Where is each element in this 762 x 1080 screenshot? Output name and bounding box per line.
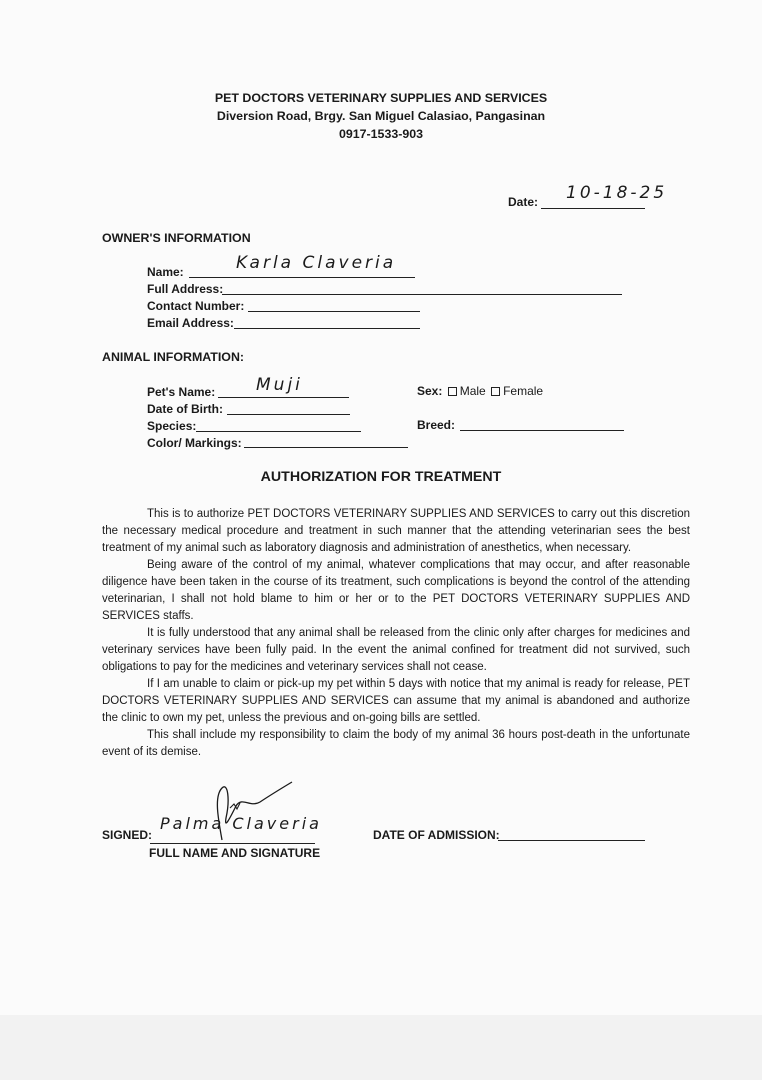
owner-heading: OWNER'S INFORMATION bbox=[102, 231, 251, 245]
dob-line[interactable] bbox=[227, 414, 350, 415]
date-label: Date: bbox=[508, 195, 539, 209]
paragraph-5: This shall include my responsibility to claim the body of my animal 36 hours post-death in the unfortunate event of its demise. bbox=[102, 729, 690, 758]
signed-label: SIGNED: bbox=[102, 828, 153, 842]
male-option-label: Male bbox=[459, 384, 486, 398]
pet-name-line[interactable] bbox=[218, 397, 349, 398]
breed-label: Breed: bbox=[417, 418, 456, 432]
female-checkbox[interactable] bbox=[491, 387, 500, 396]
paper-bottom-edge bbox=[0, 1015, 762, 1080]
name-label: Name: bbox=[147, 265, 184, 279]
clinic-address: Diversion Road, Brgy. San Miguel Calasiao, Pangasinan bbox=[216, 109, 546, 123]
clinic-phone: 0917-1533-903 bbox=[338, 127, 424, 141]
admission-date-line[interactable] bbox=[498, 840, 645, 841]
authorization-title: AUTHORIZATION FOR TREATMENT bbox=[260, 469, 502, 485]
name-line[interactable] bbox=[189, 277, 415, 278]
female-option-label: Female bbox=[503, 384, 544, 398]
contact-number-line[interactable] bbox=[248, 311, 420, 312]
paragraph-1: This is to authorize PET DOCTORS VETERINARY SUPPLIES AND SERVICES to carry out this discretion the necessary medical procedure and treatment in such manner that the attending veterinarian sees the best treatment of my animal such as laboratory diagnosis and administration of anesthetics, when necessary. bbox=[102, 508, 690, 554]
sex-field bbox=[417, 384, 543, 398]
dob-label: Date of Birth: bbox=[147, 402, 223, 416]
species-label: Species: bbox=[147, 419, 197, 433]
signature-scribble-icon bbox=[200, 778, 310, 848]
color-markings-label: Color/ Markings: bbox=[147, 436, 242, 450]
contact-number-label: Contact Number: bbox=[147, 299, 245, 313]
date-line bbox=[541, 208, 645, 209]
paragraph-4: If I am unable to claim or pick-up my pet within 5 days with notice that my animal is ready for release, PET DOCTORS VETERINARY SUPPLIES AND SERVICES can assume that my animal is abandoned and authorize the clinic to own my pet, unless the previous and on-going bills are settled. bbox=[102, 678, 690, 724]
clinic-header bbox=[0, 89, 762, 143]
animal-heading: ANIMAL INFORMATION: bbox=[102, 350, 245, 364]
signature-line[interactable] bbox=[150, 843, 315, 844]
admission-date-label: DATE OF ADMISSION: bbox=[373, 828, 500, 842]
color-markings-line[interactable] bbox=[244, 447, 408, 448]
male-checkbox[interactable] bbox=[448, 387, 457, 396]
email-line[interactable] bbox=[234, 328, 420, 329]
pet-name-label: Pet's Name: bbox=[147, 385, 216, 399]
authorization-body bbox=[102, 506, 690, 761]
breed-line[interactable] bbox=[460, 430, 624, 431]
email-label: Email Address: bbox=[147, 316, 234, 330]
full-address-line[interactable] bbox=[222, 294, 622, 295]
paragraph-2: Being aware of the control of my animal, whatever complications that may occur, and after reasonable diligence have been taken in the course of its treatment, such complications is beyond the control of the attending veterinarian, I shall not hold blame to him or her or to the PET DOCTORS VETERINARY SUPPLIES AND SERVICES staffs. bbox=[102, 559, 690, 622]
full-address-label: Full Address: bbox=[147, 282, 224, 296]
species-line[interactable] bbox=[196, 431, 361, 432]
pet-name-value: Muji bbox=[256, 375, 303, 395]
clinic-name: PET DOCTORS VETERINARY SUPPLIES AND SERVICES bbox=[214, 91, 548, 105]
date-value: 10-18-25 bbox=[566, 183, 668, 203]
signer-name-value: Palma Claveria bbox=[160, 814, 322, 833]
sex-label: Sex: bbox=[417, 384, 443, 398]
signature-caption: FULL NAME AND SIGNATURE bbox=[149, 846, 321, 860]
paragraph-3: It is fully understood that any animal shall be released from the clinic only after charges for medicines and veterinary services have been fully paid. In the event the animal confined for treatment did not survived, such obligations to pay for the medicines and veterinary services shall not cease. bbox=[102, 627, 690, 673]
owner-name-value: Karla Claveria bbox=[236, 253, 397, 273]
